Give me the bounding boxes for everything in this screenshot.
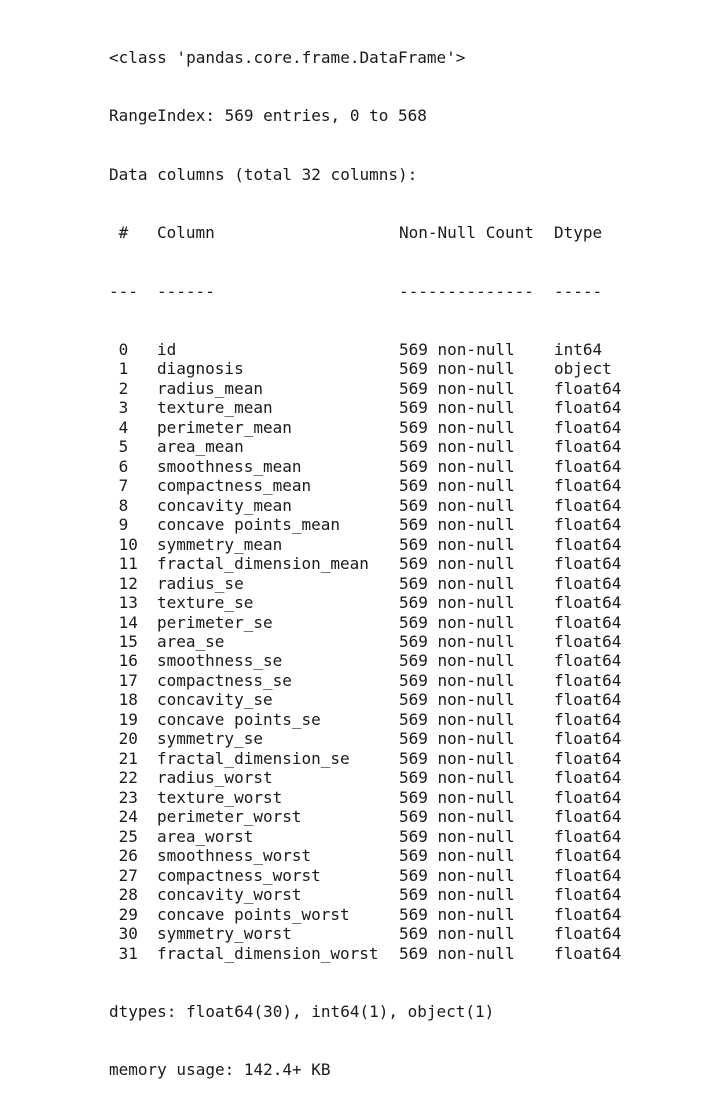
separator-index: --- bbox=[109, 281, 138, 301]
row-non-null-count: 569 non-null bbox=[399, 437, 515, 457]
row-index: 13 bbox=[109, 593, 138, 613]
row-column-name: texture_mean bbox=[157, 398, 273, 418]
row-dtype: float64 bbox=[554, 612, 622, 632]
row-non-null-count: 569 non-null bbox=[399, 709, 515, 729]
row-dtype: float64 bbox=[554, 748, 622, 768]
row-non-null-count: 569 non-null bbox=[399, 807, 515, 827]
row-dtype: float64 bbox=[554, 924, 622, 944]
table-row bbox=[109, 924, 621, 943]
row-non-null-count: 569 non-null bbox=[399, 865, 515, 885]
row-index: 9 bbox=[109, 515, 129, 535]
table-row bbox=[109, 690, 621, 709]
row-non-null-count: 569 non-null bbox=[399, 417, 515, 437]
row-column-name: compactness_mean bbox=[157, 476, 312, 496]
table-row bbox=[109, 632, 621, 651]
header-index: # bbox=[109, 223, 129, 243]
row-index: 10 bbox=[109, 534, 138, 554]
row-column-name: area_mean bbox=[157, 437, 244, 457]
row-non-null-count: 569 non-null bbox=[399, 670, 515, 690]
row-non-null-count: 569 non-null bbox=[399, 398, 515, 418]
row-index: 24 bbox=[109, 807, 138, 827]
table-row bbox=[109, 496, 621, 515]
row-column-name: concavity_se bbox=[157, 690, 273, 710]
header-column: Column bbox=[157, 223, 215, 243]
range-index-line: RangeIndex: 569 entries, 0 to 568 bbox=[109, 106, 427, 126]
row-index: 5 bbox=[109, 437, 129, 457]
row-column-name: compactness_se bbox=[157, 670, 292, 690]
row-column-name: area_se bbox=[157, 632, 225, 651]
row-index: 21 bbox=[109, 748, 138, 768]
row-column-name: concave points_mean bbox=[157, 515, 341, 535]
table-row bbox=[109, 788, 621, 807]
row-dtype: float64 bbox=[554, 573, 622, 593]
row-column-name: smoothness_mean bbox=[157, 456, 302, 476]
row-non-null-count: 569 non-null bbox=[399, 651, 515, 671]
table-row bbox=[109, 457, 621, 476]
table-row bbox=[109, 944, 621, 963]
row-column-name: texture_se bbox=[157, 593, 254, 613]
table-row bbox=[109, 866, 621, 885]
dtypes-line: dtypes: float64(30), int64(1), object(1) bbox=[109, 1001, 495, 1021]
table-row bbox=[109, 671, 621, 690]
table-row bbox=[109, 359, 621, 378]
row-non-null-count: 569 non-null bbox=[399, 826, 515, 846]
row-index: 16 bbox=[109, 651, 138, 671]
row-dtype: float64 bbox=[554, 846, 622, 866]
table-row bbox=[109, 554, 621, 573]
row-column-name: symmetry_mean bbox=[157, 534, 283, 554]
row-index: 26 bbox=[109, 846, 138, 866]
row-column-name: concave points_se bbox=[157, 709, 321, 729]
table-separator-row bbox=[109, 282, 621, 301]
row-non-null-count: 569 non-null bbox=[399, 729, 515, 749]
row-index: 4 bbox=[109, 417, 129, 437]
row-non-null-count: 569 non-null bbox=[399, 632, 515, 651]
row-column-name: area_worst bbox=[157, 826, 254, 846]
row-index: 3 bbox=[109, 398, 129, 418]
row-column-name: concave points_worst bbox=[157, 904, 350, 924]
row-index: 20 bbox=[109, 729, 138, 749]
row-dtype: float64 bbox=[554, 670, 622, 690]
row-dtype: float64 bbox=[554, 768, 622, 788]
row-column-name: perimeter_mean bbox=[157, 417, 292, 437]
row-index: 25 bbox=[109, 826, 138, 846]
row-dtype: float64 bbox=[554, 904, 622, 924]
header-non-null: Non-Null Count bbox=[399, 223, 534, 243]
row-non-null-count: 569 non-null bbox=[399, 554, 515, 574]
row-dtype: float64 bbox=[554, 515, 622, 535]
row-non-null-count: 569 non-null bbox=[399, 748, 515, 768]
row-dtype: float64 bbox=[554, 495, 622, 515]
row-index: 7 bbox=[109, 476, 129, 496]
row-index: 0 bbox=[109, 339, 129, 359]
row-non-null-count: 569 non-null bbox=[399, 534, 515, 554]
row-index: 27 bbox=[109, 865, 138, 885]
row-dtype: float64 bbox=[554, 456, 622, 476]
row-dtype: float64 bbox=[554, 651, 622, 671]
row-non-null-count: 569 non-null bbox=[399, 768, 515, 788]
row-dtype: float64 bbox=[554, 417, 622, 437]
table-row bbox=[109, 613, 621, 632]
table-row bbox=[109, 535, 621, 554]
row-non-null-count: 569 non-null bbox=[399, 515, 515, 535]
row-index: 22 bbox=[109, 768, 138, 788]
row-dtype: float64 bbox=[554, 534, 622, 554]
data-columns-line: Data columns (total 32 columns): bbox=[109, 164, 418, 184]
separator-dtype: ----- bbox=[554, 281, 603, 301]
row-column-name: smoothness_se bbox=[157, 651, 283, 671]
row-dtype: float64 bbox=[554, 476, 622, 496]
row-column-name: concavity_mean bbox=[157, 495, 292, 515]
table-row bbox=[109, 418, 621, 437]
row-index: 29 bbox=[109, 904, 138, 924]
row-dtype: float64 bbox=[554, 398, 622, 418]
row-non-null-count: 569 non-null bbox=[399, 359, 515, 379]
separator-column: ------ bbox=[157, 281, 215, 301]
row-non-null-count: 569 non-null bbox=[399, 690, 515, 710]
table-row bbox=[109, 476, 621, 495]
row-column-name: smoothness_worst bbox=[157, 846, 312, 866]
row-dtype: float64 bbox=[554, 943, 622, 963]
row-column-name: id bbox=[157, 339, 177, 359]
table-header-row bbox=[109, 223, 621, 242]
row-non-null-count: 569 non-null bbox=[399, 476, 515, 496]
row-non-null-count: 569 non-null bbox=[399, 924, 515, 944]
row-index: 23 bbox=[109, 787, 138, 807]
row-index: 1 bbox=[109, 359, 129, 379]
row-index: 31 bbox=[109, 943, 138, 963]
table-row bbox=[109, 398, 621, 417]
memory-usage-line: memory usage: 142.4+ KB bbox=[109, 1060, 331, 1080]
row-dtype: float64 bbox=[554, 807, 622, 827]
row-dtype: float64 bbox=[554, 554, 622, 574]
row-dtype: float64 bbox=[554, 729, 622, 749]
table-body bbox=[109, 340, 621, 963]
header-dtype: Dtype bbox=[554, 223, 603, 243]
row-index: 11 bbox=[109, 554, 138, 574]
row-non-null-count: 569 non-null bbox=[399, 787, 515, 807]
row-index: 18 bbox=[109, 690, 138, 710]
table-row bbox=[109, 905, 621, 924]
row-index: 12 bbox=[109, 573, 138, 593]
table-row bbox=[109, 574, 621, 593]
row-dtype: float64 bbox=[554, 709, 622, 729]
row-column-name: fractal_dimension_se bbox=[157, 748, 350, 768]
row-column-name: fractal_dimension_mean bbox=[157, 554, 369, 574]
table-row bbox=[109, 651, 621, 670]
row-column-name: perimeter_se bbox=[157, 612, 273, 632]
row-non-null-count: 569 non-null bbox=[399, 495, 515, 515]
row-index: 6 bbox=[109, 456, 129, 476]
row-non-null-count: 569 non-null bbox=[399, 456, 515, 476]
dataframe-info-output bbox=[109, 9, 621, 1099]
row-non-null-count: 569 non-null bbox=[399, 573, 515, 593]
table-row bbox=[109, 768, 621, 787]
row-dtype: float64 bbox=[554, 437, 622, 457]
table-row bbox=[109, 340, 621, 359]
table-row bbox=[109, 827, 621, 846]
row-column-name: radius_se bbox=[157, 573, 244, 593]
row-dtype: float64 bbox=[554, 885, 622, 905]
row-index: 28 bbox=[109, 885, 138, 905]
table-row bbox=[109, 593, 621, 612]
row-dtype: object bbox=[554, 359, 612, 379]
table-row bbox=[109, 885, 621, 904]
table-row bbox=[109, 515, 621, 534]
row-column-name: fractal_dimension_worst bbox=[157, 943, 379, 963]
row-index: 17 bbox=[109, 670, 138, 690]
row-dtype: float64 bbox=[554, 632, 622, 651]
row-dtype: float64 bbox=[554, 690, 622, 710]
row-dtype: float64 bbox=[554, 865, 622, 885]
row-index: 19 bbox=[109, 709, 138, 729]
row-dtype: float64 bbox=[554, 593, 622, 613]
table-row bbox=[109, 846, 621, 865]
row-column-name: radius_worst bbox=[157, 768, 273, 788]
separator-non-null: -------------- bbox=[399, 281, 534, 301]
row-column-name: compactness_worst bbox=[157, 865, 321, 885]
table-row bbox=[109, 807, 621, 826]
row-non-null-count: 569 non-null bbox=[399, 339, 515, 359]
row-index: 2 bbox=[109, 378, 129, 398]
class-line: <class 'pandas.core.frame.DataFrame'> bbox=[109, 47, 466, 67]
row-non-null-count: 569 non-null bbox=[399, 612, 515, 632]
table-row bbox=[109, 437, 621, 456]
row-column-name: perimeter_worst bbox=[157, 807, 302, 827]
row-dtype: float64 bbox=[554, 787, 622, 807]
row-column-name: radius_mean bbox=[157, 378, 263, 398]
row-dtype: int64 bbox=[554, 339, 603, 359]
row-column-name: texture_worst bbox=[157, 787, 283, 807]
row-dtype: float64 bbox=[554, 378, 622, 398]
row-non-null-count: 569 non-null bbox=[399, 885, 515, 905]
row-non-null-count: 569 non-null bbox=[399, 904, 515, 924]
row-column-name: concavity_worst bbox=[157, 885, 302, 905]
row-non-null-count: 569 non-null bbox=[399, 943, 515, 963]
table-row bbox=[109, 729, 621, 748]
table-row bbox=[109, 379, 621, 398]
row-non-null-count: 569 non-null bbox=[399, 378, 515, 398]
row-index: 30 bbox=[109, 924, 138, 944]
table-row bbox=[109, 749, 621, 768]
row-index: 8 bbox=[109, 495, 129, 515]
row-column-name: symmetry_worst bbox=[157, 924, 292, 944]
row-non-null-count: 569 non-null bbox=[399, 846, 515, 866]
row-non-null-count: 569 non-null bbox=[399, 593, 515, 613]
row-index: 14 bbox=[109, 612, 138, 632]
row-index: 15 bbox=[109, 632, 138, 651]
row-dtype: float64 bbox=[554, 826, 622, 846]
row-column-name: symmetry_se bbox=[157, 729, 263, 749]
row-column-name: diagnosis bbox=[157, 359, 244, 379]
table-row bbox=[109, 710, 621, 729]
